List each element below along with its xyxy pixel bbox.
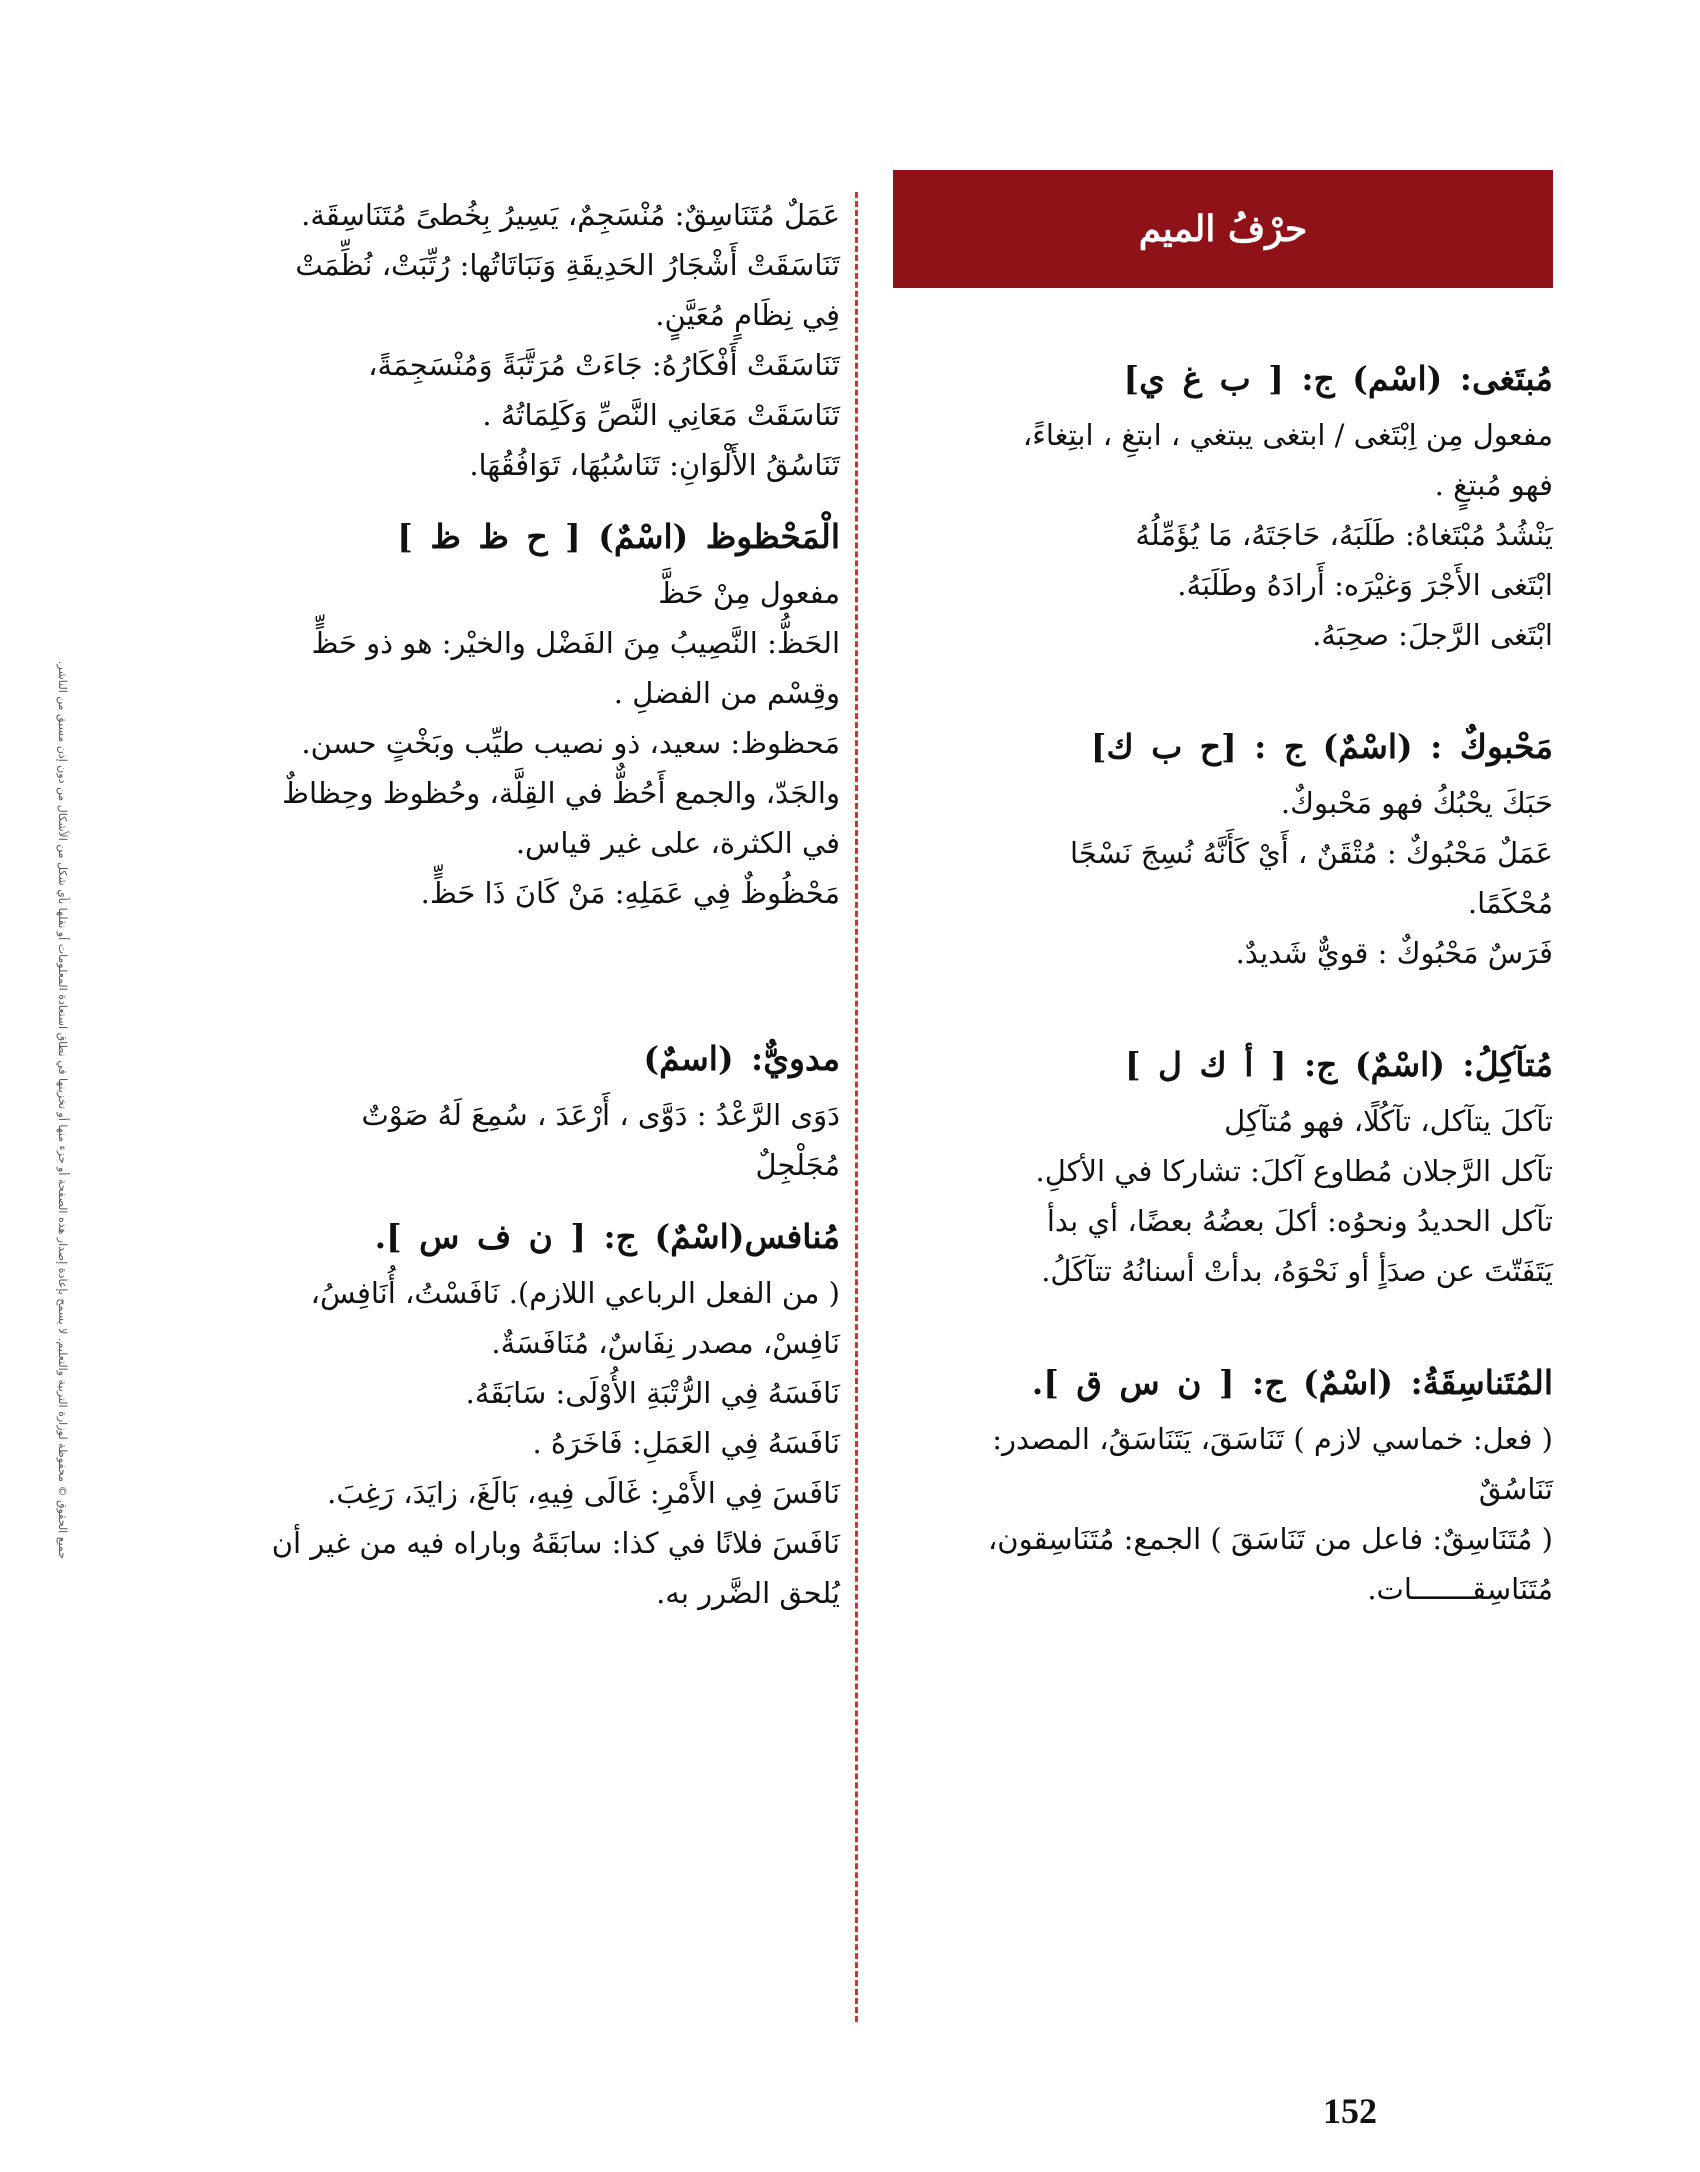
entry-headword: المُتَناسِقَةُ: (اسْمٌ) ج: [ ن س ق ]. (1031, 1363, 1553, 1402)
entry-line: مُتَنَاسِقـــــــات. (1367, 1572, 1553, 1606)
entry-mutaakil (893, 1034, 1553, 1296)
entry-line: في الكثرة، على غير قياس. (515, 826, 840, 860)
entry-line: مُحْكَمًا. (1467, 886, 1553, 920)
entry-mutanasiqa (893, 1352, 1553, 1614)
entry-line: تآكلَ يتآكل، تآكُلًا، فهو مُتآكِل (1224, 1104, 1553, 1138)
entry-headword: الْمَحْظوظ (اسْمٌ) [ ح ظ ظ ] (397, 517, 840, 556)
entry-mudawwi (185, 1028, 840, 1190)
entry-mubtagha (893, 348, 1553, 660)
entry-line: ( فعل: خماسي لازم ) تَنَاسَقَ، يَتَنَاسَقُ، المصدر: (992, 1422, 1553, 1456)
entry-line: مفعول مِنْ حَظَّ (658, 576, 840, 610)
entry-line: تَنَاسُقُ الأَلْوَانِ: تَنَاسُبُهَا، تَوَافُقُهَا. (469, 448, 840, 482)
entry-line: مُجَلْجِلٌ (755, 1148, 840, 1182)
entry-line: نَافَسَهُ فِي العَمَلِ: فَاخَرَهُ . (532, 1426, 840, 1460)
entry-headword: مدويٌّ: (اسمٌ) (643, 1039, 840, 1078)
entry-mahbook (893, 716, 1553, 978)
entry-line: والجَدّ، والجمع أَحُظٌّ في القِلَّة، وحُظوظ وحِظاظٌ (282, 776, 840, 810)
entry-line: نَافَسَ فلانًا في كذا: سابَقَهُ وباراه فيه من غير أن (271, 1526, 840, 1560)
entry-line: ابْتَغى الأَجْرَ وَغيْرَه: أَرادَهُ وطَلَبَهُ. (1177, 568, 1553, 602)
entry-line: نَافَسَ فِي الأَمْرِ: غَالَى فِيهِ، بَالَغَ، زايَدَ، رَغِبَ. (327, 1476, 840, 1510)
entry-line: فِي نِظَامٍ مُعَيَّنٍ. (655, 298, 840, 332)
entry-headword: مُنافس(اسْمٌ) ج: [ ن ف س ]. (374, 1217, 840, 1256)
entry-line: ( مُتَنَاسِقٌ: فاعل من تَنَاسَقَ ) الجمع: مُتَنَاسِقون، (987, 1522, 1553, 1556)
entry-continuation (185, 190, 840, 490)
left-column (185, 190, 840, 1674)
entry-line: تآكل الحديدُ ونحوُه: أكلَ بعضُهُ بعضًا، أي بدأ (1046, 1204, 1553, 1238)
entry-line: نَافِسْ، مصدر نِفَاسٌ، مُنَافَسَةٌ. (491, 1326, 840, 1360)
chapter-banner: حرْفُ الميم (893, 170, 1553, 288)
entry-line: تَنَاسَقَتْ أَشْجَارُ الحَدِيقَةِ وَنَبَاتَاتُها: رُتِّبَتْ، نُظِّمَتْ (295, 248, 840, 282)
entry-line: يُلحق الضَّرر به. (656, 1576, 840, 1610)
right-column (893, 170, 1553, 1670)
entry-line: عَمَلٌ مَحْبُوكٌ : مُتْقَنٌ ، أَيْ كَأَنَّهُ نُسِجَ نَسْجًا (1069, 836, 1553, 870)
entry-line: مَحْظُوظٌ فِي عَمَلِهِ: مَنْ كَانَ ذَا حَظٍّ. (420, 876, 840, 910)
entry-headword: مَحْبوكٌ : (اسْمٌ) ج : [ح ب ك] (1090, 727, 1553, 766)
entry-line: تَنَاسَقَتْ أَفْكَارُهُ: جَاءَتْ مُرَتَّبَةً وَمُنْسَجِمَةً، (368, 348, 840, 382)
entry-line: دَوَى الرَّعْدُ : دَوَّى ، أَرْعَدَ ، سُمِعَ لَهُ صَوْتٌ (361, 1098, 840, 1132)
entry-line: وقِسْم من الفضلِ . (613, 676, 840, 710)
entry-line: يَنْشُدُ مُبْتَغاهُ: طَلَبَهُ، حَاجَتَهُ، مَا يُؤَمِّلُهُ (1135, 518, 1553, 552)
entry-line: نَافَسَهُ فِي الرُّتْبَةِ الأُوْلَى: سَابَقَهُ. (465, 1376, 840, 1410)
entry-line: تَنَاسَقَتْ مَعَانِي النَّصِّ وَكَلِمَاتُهُ . (482, 398, 840, 432)
copyright-side-note: جميع الحقوق © محفوظة لوزارة التربية والتعليم. لا يسمح بإعادة إصدار هذه الصفحة أو جزء منها أو تخزينها في نطاق استعادة المعلومات أو نقلها بأي شكل من الأشكال من دون إذن مسبق من الناشر. (56, 660, 69, 1560)
entry-line: يَتَفَتّتَ عن صدَأٍ أو نَحْوَهُ، بدأتْ أسنانُهُ تتآكَلُ. (1041, 1254, 1553, 1288)
entry-line: الحَظُّ: النَّصِيبُ مِنَ الفَضْل والخيْر: هو ذو حَظٍّ (311, 626, 840, 660)
entry-munafis (185, 1206, 840, 1618)
entry-line: عَمَلٌ مُتَنَاسِقٌ: مُنْسَجِمٌ، يَسِيرُ بِخُطىً مُتَنَاسِقَة. (301, 198, 840, 232)
entry-line: تآكل الرَّجلان مُطاوع آكلَ: تشاركا في الأكلِ. (1035, 1154, 1553, 1188)
entry-line: فَرَسٌ مَحْبُوكٌ : قويٌّ شَديدٌ. (1235, 936, 1553, 970)
entry-line: ابْتَغى الرَّجلَ: صحِبَهُ. (1312, 618, 1553, 652)
entry-line: تَنَاسُقٌ (1478, 1472, 1553, 1506)
column-divider (855, 192, 858, 2022)
entry-headword: مُتآكِلُ: (اسْمٌ) ج: [ أ ك ل ] (1124, 1045, 1553, 1084)
entry-line: مفعول مِن اِبْتَغى / ابتغى يبتغي ، ابتغِ ، ابتِغاءً، (1022, 418, 1553, 452)
entry-line: مَحظوظ: سعيد، ذو نصيب طيِّب وبَخْتٍ حسن. (301, 726, 840, 760)
entry-line: فهو مُبتغٍ . (1434, 468, 1553, 502)
entry-line: ( من الفعل الرباعي اللازم). نَافَسْتُ، أُنَافِسُ، (310, 1276, 840, 1310)
entry-headword: مُبتَغى: (اسْم) ج: [ ب غ ي] (1123, 359, 1553, 398)
page-number: 152 (1323, 2091, 1377, 2131)
entry-mahzooz (185, 506, 840, 918)
entry-line: حَبَكَ يحْبُكُ فهو مَحْبوكٌ. (1280, 786, 1553, 820)
